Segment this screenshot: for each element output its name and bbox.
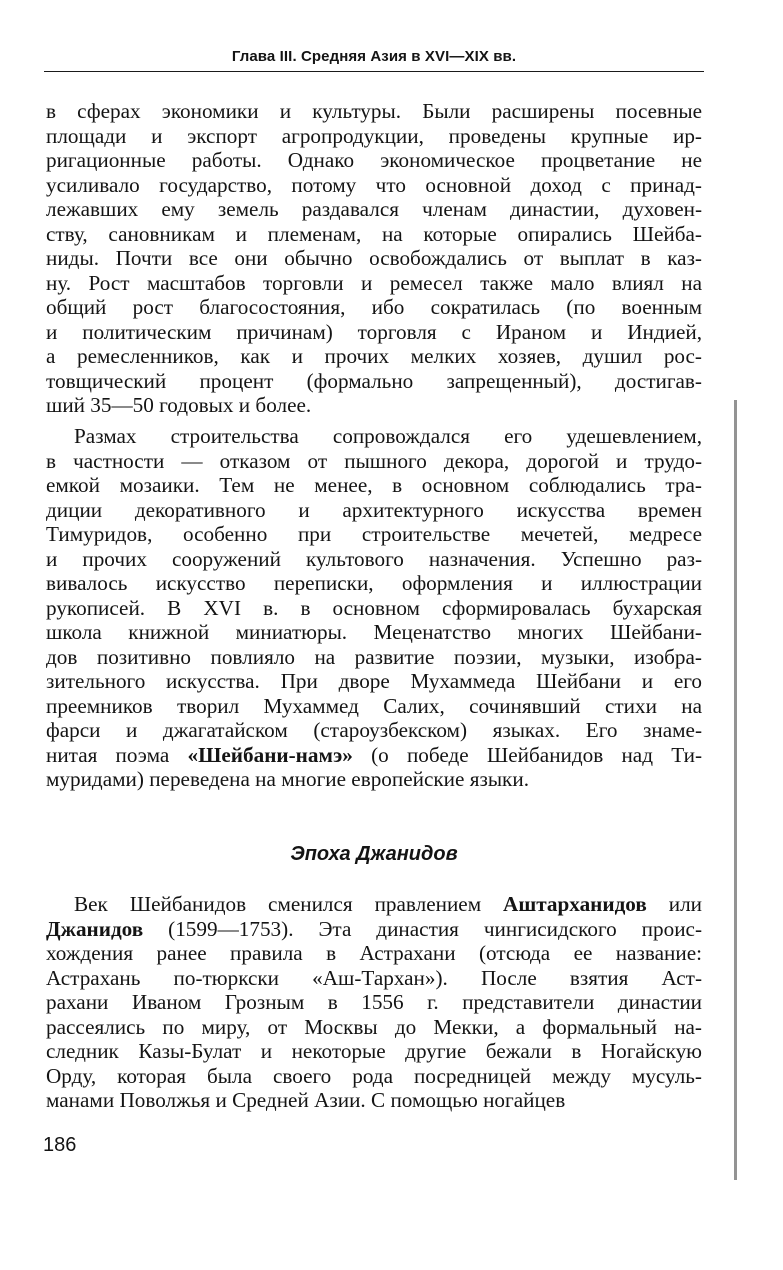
text-line: и политическим причинам) торговля с Ираном и Индией, xyxy=(46,319,702,344)
text-segment: (о победе Шейбанидов над Ти- xyxy=(352,742,702,767)
text-line: лежавших ему земель раздавался членам династии, духовен- xyxy=(46,197,702,221)
page-edge-shadow xyxy=(734,400,737,1180)
paragraph-2 xyxy=(46,424,702,792)
text-line: Размах строительства сопровождался его удешевлением, xyxy=(74,424,702,448)
text-line: следник Казы-Булат и некоторые другие бежали в Ногайскую xyxy=(46,1039,702,1063)
bold-term: Джанидов xyxy=(46,916,144,941)
page-number: 186 xyxy=(43,1134,77,1156)
text-line: усиливало государство, потому что основной доход с принад- xyxy=(46,172,702,197)
text-line: емкой мозаики. Тем не менее, в основном соблюдались тра- xyxy=(46,473,702,497)
text-line: вивалось искусство переписки, оформления и иллюстрации xyxy=(46,571,702,595)
running-header: Глава III. Средняя Азия в XVI—XIX вв. xyxy=(231,48,517,65)
text-line: дов позитивно повлияло на развитие поэзии, музыки, изобра- xyxy=(46,644,702,669)
text-line: а ремесленников, как и прочих мелких хозяев, душил рос- xyxy=(46,344,702,368)
text-line: площади и экспорт агропродукции, проведены крупные ир- xyxy=(46,123,702,148)
text-line: манами Поволжья и Средней Азии. С помощью ногайцев xyxy=(46,1088,566,1112)
text-line: Тимуридов, особенно при строительстве мечетей, медресе xyxy=(46,522,702,546)
text-line: школа книжной миниатюры. Меценатство многих Шейбани- xyxy=(46,620,702,644)
text-line: фарси и джагатайском (староузбекском) языках. Его знаме- xyxy=(46,718,702,742)
text-line: зительного искусства. При дворе Мухаммеда Шейбани и его xyxy=(46,669,702,693)
text-line: ригационные работы. Однако экономическое процветание не xyxy=(46,148,702,172)
text-line: рукописей. В XVI в. в основном сформировалась бухарская xyxy=(46,595,702,620)
text-segment: (1599—1753). Эта династия чингисидского проис- xyxy=(143,916,702,941)
text-line: диции декоративного и архитектурного искусства времен xyxy=(46,497,702,522)
text-line: Астрахань по-тюркски «Аш-Тархан»). После взятия Аст- xyxy=(46,965,702,990)
text-line: муридами) переведена на многие европейские языки. xyxy=(46,767,529,791)
text-line: ну. Рост масштабов торговли и ремесел также мало влиял на xyxy=(46,270,702,295)
text-line: ший 35—50 годовых и более. xyxy=(46,393,312,417)
header-rule xyxy=(44,71,704,72)
text-line: Орду, которая была своего рода посредницей между мусуль- xyxy=(46,1063,702,1088)
text-segment: нитая поэма xyxy=(46,742,188,767)
text-line: в частности — отказом от пышного декора, дорогой и трудо- xyxy=(46,448,702,473)
bold-term: «Шейбани-намэ» xyxy=(187,742,353,767)
text-line: рахани Иваном Грозным в 1556 г. представители династии xyxy=(46,990,702,1014)
text-segment: или xyxy=(646,892,702,916)
bold-term: Аштарханидов xyxy=(503,892,647,916)
text-line: ству, сановникам и племенам, на которые опирались Шейба- xyxy=(46,221,702,246)
text-line xyxy=(46,917,702,942)
text-line: и прочих сооружений культового назначения. Успешно раз- xyxy=(46,546,702,571)
text-line: товщический процент (формально запрещенный), достигав- xyxy=(46,368,702,393)
paragraph-3 xyxy=(46,892,702,1113)
text-line: хождения ранее правила в Астрахани (отсюда ее название: xyxy=(46,941,702,965)
text-line: преемников творил Мухаммед Салих, сочинявший стихи на xyxy=(46,693,702,718)
text-line: рассеялись по миру, от Москвы до Мекки, а формальный на- xyxy=(46,1014,702,1039)
text-line: в сферах экономики и культуры. Были расширены посевные xyxy=(46,99,702,123)
section-heading: Эпоха Джанидов xyxy=(290,843,458,865)
text-line: общий рост благосостояния, ибо сократилась (по военным xyxy=(46,295,702,319)
paragraph-1 xyxy=(46,99,702,418)
text-line xyxy=(46,743,702,768)
text-line xyxy=(46,892,702,917)
text-segment: Век Шейбанидов сменился правлением xyxy=(74,892,504,916)
text-line: ниды. Почти все они обычно освобождались от выплат в каз- xyxy=(46,246,702,270)
